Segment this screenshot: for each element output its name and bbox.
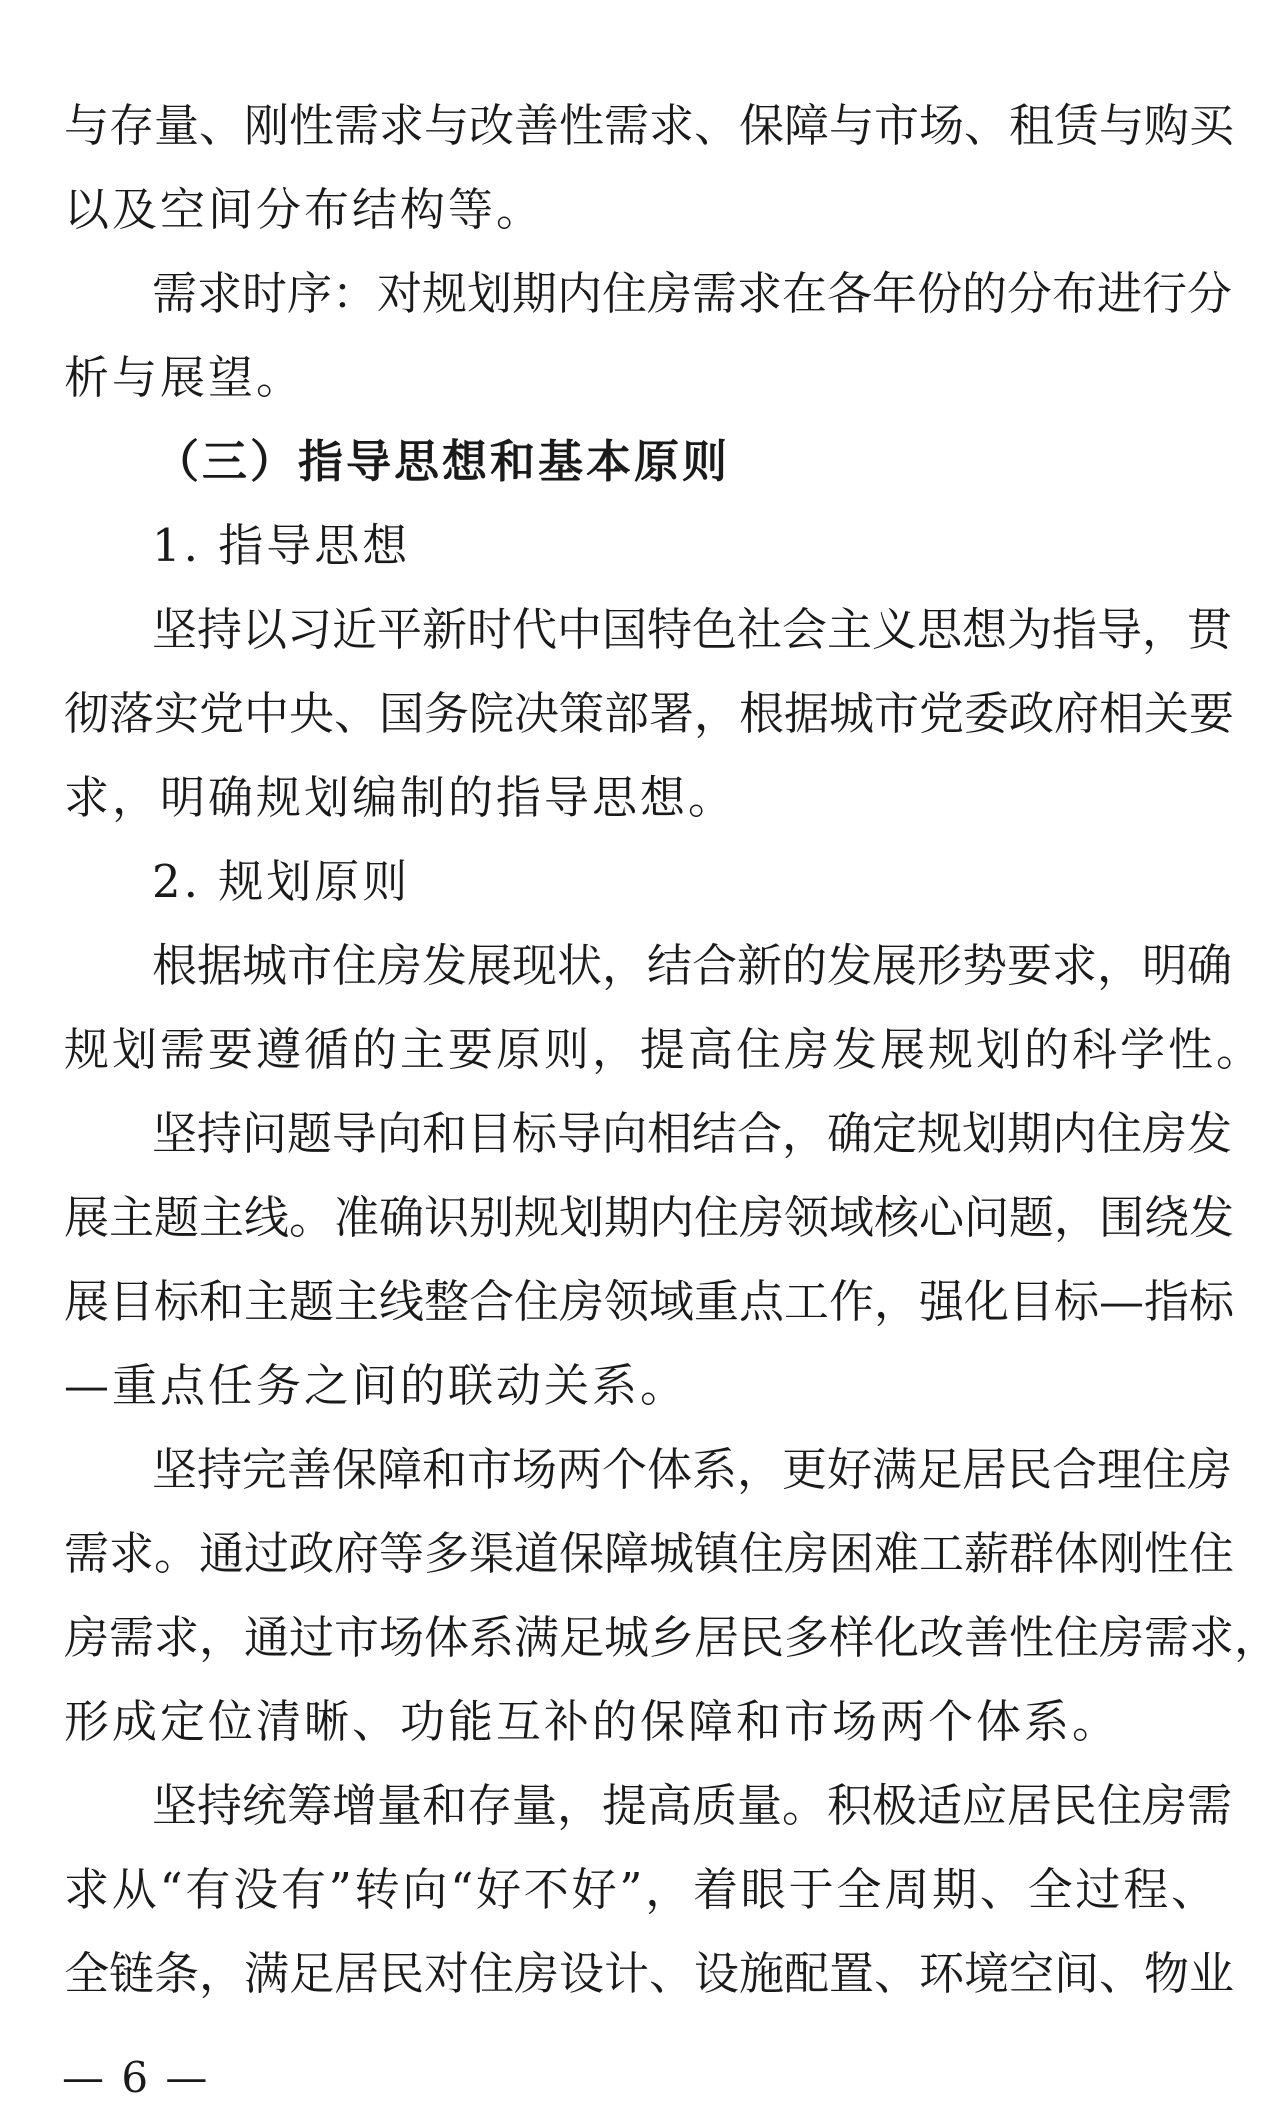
text-line: 以及空间分布结构等。 — [64, 183, 545, 236]
text-line: 与存量、刚性需求与改善性需求、保障与市场、租赁与购买 — [64, 99, 1235, 152]
section-heading: （三）指导思想和基本原则 — [154, 435, 731, 488]
text-line: 展主题主线。准确识别规划期内住房领域核心问题，围绕发 — [64, 1191, 1235, 1244]
text-line: 形成定位清晰、功能互补的保障和市场两个体系。 — [64, 1695, 1121, 1748]
page-number: — 6 — — [62, 2053, 210, 2102]
text-line: 坚持问题导向和目标导向相结合，确定规划期内住房发 — [152, 1107, 1233, 1160]
text-line: 坚持以习近平新时代中国特色社会主义思想为指导，贯 — [152, 603, 1233, 656]
text-line: 坚持完善保障和市场两个体系，更好满足居民合理住房 — [152, 1443, 1233, 1496]
text-line: 房需求，通过市场体系满足城乡居民多样化改善性住房需求， — [64, 1611, 1280, 1664]
text-line: 析与展望。 — [64, 351, 305, 404]
text-line: 需求。通过政府等多渠道保障城镇住房困难工薪群体刚性住 — [64, 1527, 1235, 1580]
subsection-heading: 2. 规划原则 — [152, 855, 411, 908]
text-line: 根据城市住房发展现状，结合新的发展形势要求，明确 — [152, 939, 1233, 992]
text-line: 规划需要遵循的主要原则，提高住房发展规划的科学性。 — [64, 1023, 1265, 1076]
text-line: 坚持统筹增量和存量，提高质量。积极适应居民住房需 — [152, 1779, 1233, 1832]
text-line: 需求时序：对规划期内住房需求在各年份的分布进行分 — [152, 267, 1233, 320]
text-line: 展目标和主题主线整合住房领域重点工作，强化目标—指标 — [64, 1275, 1235, 1328]
text-line: 求，明确规划编制的指导思想。 — [64, 771, 737, 824]
text-line: 全链条，满足居民对住房设计、设施配置、环境空间、物业 — [64, 1947, 1235, 2000]
text-line: 彻落实党中央、国务院决策部署，根据城市党委政府相关要 — [64, 687, 1235, 740]
text-line: —重点任务之间的联动关系。 — [64, 1359, 689, 1412]
subsection-heading: 1. 指导思想 — [152, 519, 411, 572]
text-line: 求从“有没有”转向“好不好”，着眼于全周期、全过程、 — [64, 1863, 1216, 1916]
